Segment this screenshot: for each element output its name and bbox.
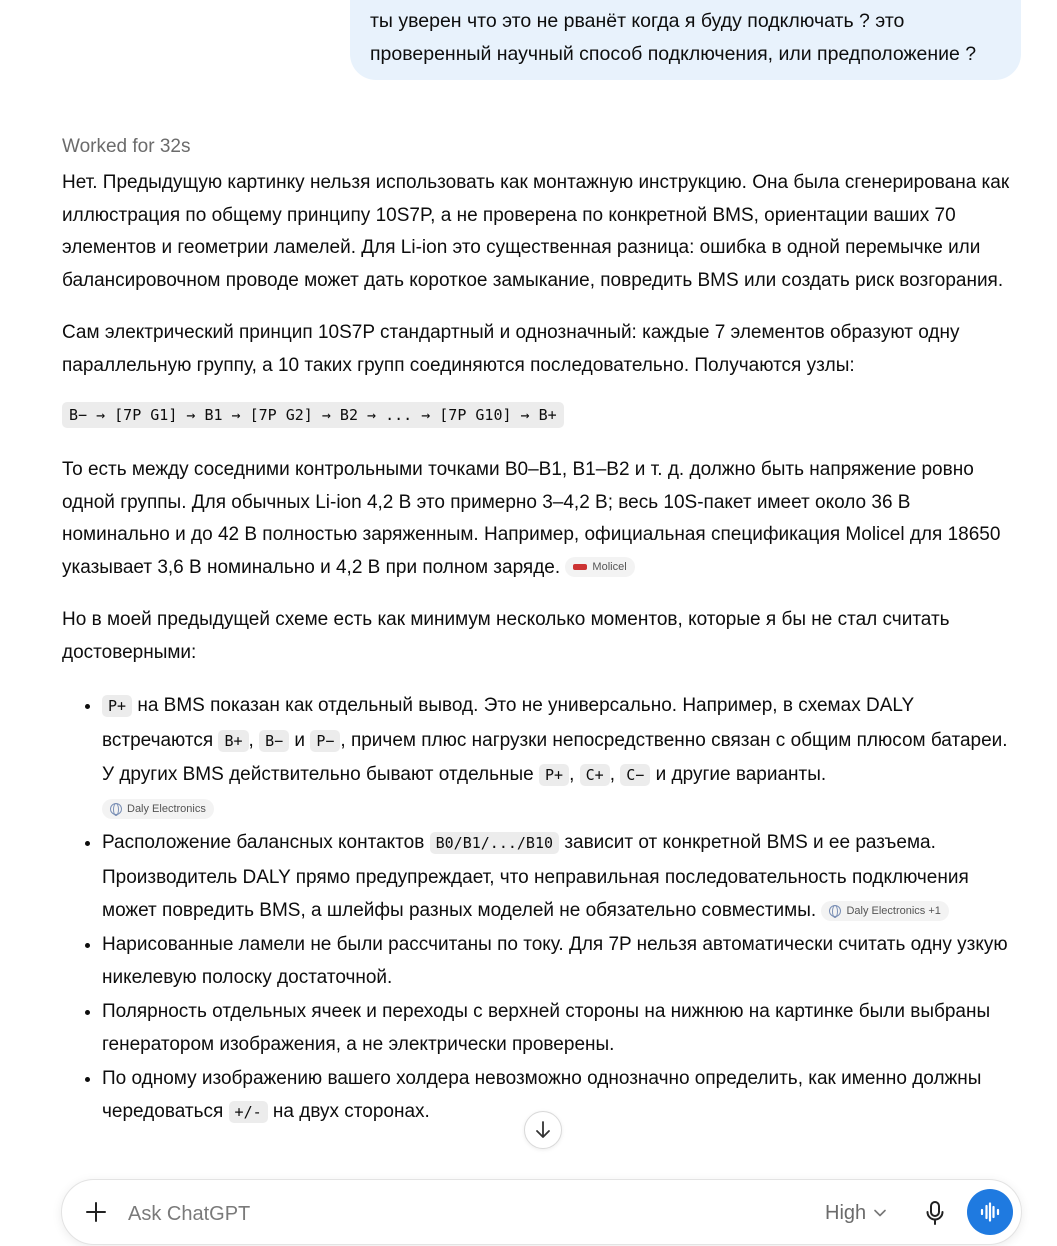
list-item-text: на двух сторонах. [272, 1101, 430, 1122]
globe-icon [829, 905, 841, 917]
scroll-to-bottom-button[interactable] [524, 1111, 562, 1149]
molicel-logo-icon [573, 564, 587, 570]
code-c-minus: C− [620, 764, 650, 786]
chevron-down-icon [874, 1209, 886, 1217]
reply-paragraph-3 [62, 454, 1022, 584]
chat-input[interactable] [126, 1196, 730, 1232]
dictate-button[interactable] [920, 1198, 950, 1228]
microphone-icon [925, 1200, 945, 1226]
code-polarity: +/- [229, 1101, 268, 1123]
user-message-line-1: ты уверен что это не рванёт когда я буду подключать ? это [370, 10, 905, 32]
list-item [102, 826, 1022, 928]
user-message-bubble [350, 0, 1021, 80]
list-item-text: и другие варианты. [655, 764, 827, 785]
add-attachment-button[interactable] [82, 1198, 110, 1226]
list-item-text: на BMS показан как отдельный вывод. Это не универсально. Например, в схемах DALY встречаются [102, 695, 914, 751]
list-item-text: зависит от конкретной BMS и ее разъема. Производитель DALY прямо предупреждает, что неправильная последовательность подключения может повредить BMS, а шлейфы разных моделей не обязательно совместимы. [102, 832, 969, 921]
list-item-and: и [294, 729, 306, 751]
node-sequence-code: B− → [7P G1] → B1 → [7P G2] → B2 → ... → [7P G10] → B+ [62, 402, 564, 428]
citation-daly[interactable] [102, 799, 214, 819]
list-item-text: По одному изображению вашего холдера невозможно однозначно определить, как именно должны чередоваться [102, 1067, 982, 1122]
list-item: • Нарисованные ламели не были рассчитаны по току. Для 7P нельзя автоматически считать одну узкую никелевую полоску достаточной. [102, 928, 1022, 995]
code-b-plus: B+ [218, 730, 248, 752]
worked-for-label[interactable]: Worked for 32s [62, 136, 191, 157]
assistant-reply [62, 130, 1022, 1130]
reply-paragraph-4: Но в моей предыдущей схеме есть как минимум несколько моментов, которые я бы не стал считать достоверными: [62, 609, 950, 663]
code-c-plus: C+ [580, 764, 610, 786]
citation-molicel-label: Molicel [592, 561, 627, 574]
voice-mode-button[interactable] [967, 1189, 1013, 1235]
plus-icon [85, 1201, 107, 1223]
list-item-text: , причем плюс нагрузки непосредственно связан с общим плюсом батареи. У других BMS действительно бывают отдельные [102, 729, 1008, 785]
voice-mode-icon [979, 1202, 1001, 1222]
reply-paragraph-1: Нет. Предыдущую картинку нельзя использовать как монтажную инструкцию. Она была сгенерирована как иллюстрация по общему принципу 10S7P, а не проверена по конкретной BMS, ориентации ваших 70 элементов и геометрии ламелей. Для Li-ion это существенная разница: ошибка в одной перемычке или балансировочном проводе может дать короткое замыкание, повредить BMS или создать риск возгорания. [62, 172, 1010, 291]
list-item: • Полярность отдельных ячеек и переходы с верхней стороны на нижнюю на картинке были выбраны генератором изображения, а не электрически проверены. [102, 995, 1022, 1062]
composer [61, 1179, 1022, 1245]
reply-paragraph-2: Сам электрический принцип 10S7P стандартный и однозначный: каждые 7 элементов образуют одну параллельную группу, а 10 таких групп соединяются последовательно. Получаются узлы: [62, 322, 960, 376]
code-balance-pins: B0/B1/.../B10 [430, 832, 559, 854]
citation-daly-plus-label: Daly Electronics +1 [846, 904, 941, 917]
list-item: • P+ на BMS показан как отдельный вывод. Это не универсально. Например, в схемах DALY встречаются B+ , B− и P− , причем плюс нагрузки непосредственно связан с общим плюсом батареи. У других BMS действительно бывают отдельные P+ , C+ , C− и другие варианты. Daly Electronics [102, 689, 1022, 826]
code-p-plus: P+ [102, 695, 132, 717]
globe-icon [110, 803, 122, 815]
code-b-minus: B− [259, 730, 289, 752]
reasoning-level-label: High [825, 1201, 867, 1224]
citation-daly-label: Daly Electronics [127, 803, 206, 816]
user-message-line-2: проверенный научный способ подключения, или предположение ? [370, 43, 977, 65]
reasoning-level-selector[interactable] [825, 1198, 886, 1228]
code-p-plus-2: P+ [539, 764, 569, 786]
citation-daly-plus[interactable] [821, 901, 948, 921]
reply-paragraph-3-text: То есть между соседними контрольными точками B0–B1, B1–B2 и т. д. должно быть напряжение ровно одной группы. Для обычных Li-ion 4,2 В это примерно 3–4,2 В; весь 10S-пакет имеет около 36 В номинально и до 42 В полностью заряженным. Например, официальная спецификация Molicel для 18650 указывает 3,6 В номинально и 4,2 В при полном заряде. [62, 459, 1001, 578]
code-p-minus: P− [310, 730, 340, 752]
citation-molicel[interactable] [565, 557, 634, 577]
arrow-down-icon [534, 1120, 552, 1140]
list-item-text: Расположение балансных контактов [102, 832, 425, 853]
caveats-list [62, 689, 1022, 1130]
list-item [102, 1062, 1022, 1130]
